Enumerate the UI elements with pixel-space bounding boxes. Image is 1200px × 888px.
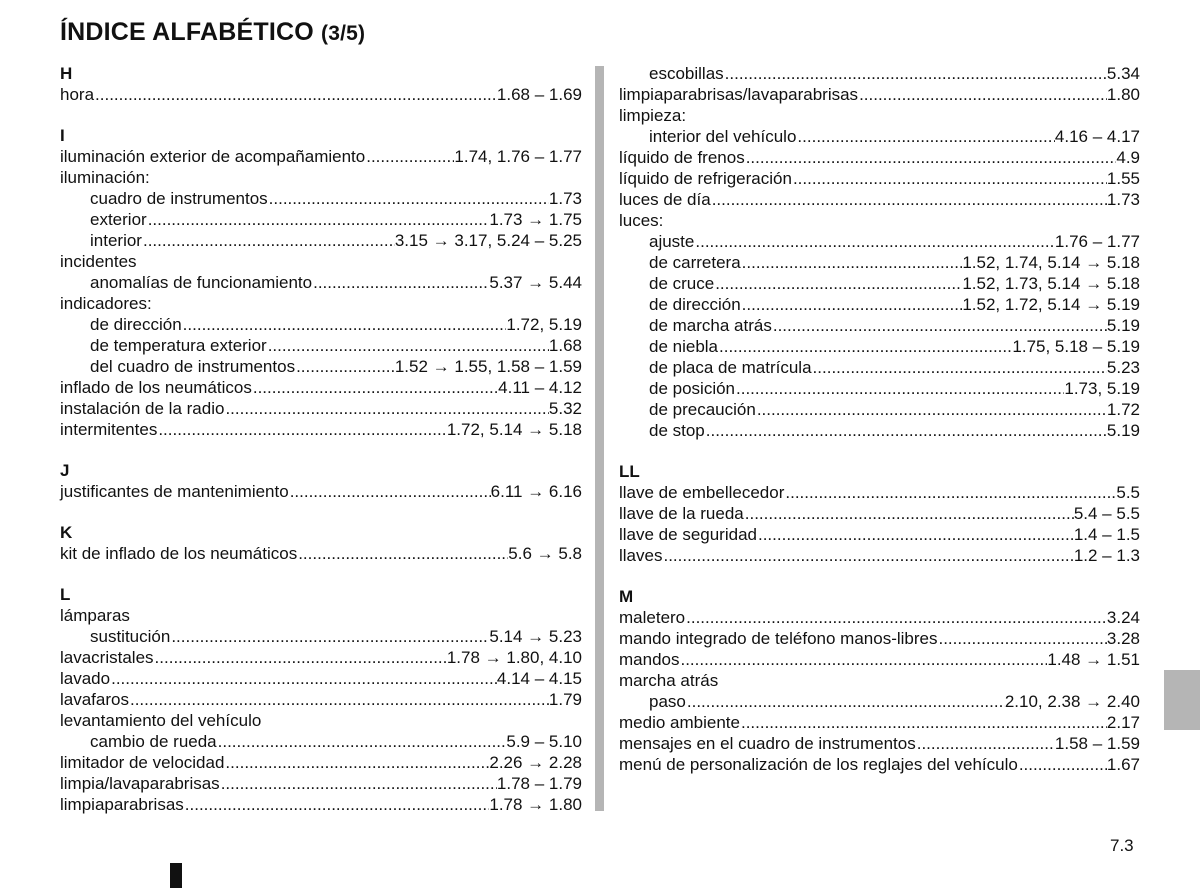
index-entry [60, 167, 582, 188]
entry-label: llave de la rueda [619, 504, 744, 523]
page-reference: 2.10, 2.38 → 2.40 [1004, 692, 1140, 711]
index-entry [619, 649, 1140, 670]
index-entry [60, 794, 582, 815]
dot-leader [858, 84, 1107, 105]
dot-leader [252, 377, 498, 398]
entry-label: luces de día [619, 190, 711, 209]
index-subentry [60, 335, 582, 356]
dot-leader [157, 419, 447, 440]
section-gap [60, 502, 582, 522]
page-reference: 1.73 [548, 189, 582, 208]
index-subentry [60, 188, 582, 209]
dot-leader [741, 252, 963, 273]
section-gap [60, 564, 582, 584]
index-entry [60, 84, 582, 105]
crop-mark [170, 863, 182, 888]
dot-leader [110, 668, 497, 689]
section-letter-heading: M [619, 587, 634, 606]
section-letter-heading: J [60, 461, 70, 480]
dot-leader [679, 649, 1047, 670]
page-reference: 1.75, 5.18 – 5.19 [1012, 337, 1140, 356]
entry-label: intermitentes [60, 420, 158, 439]
entry-label: limpiaparabrisas/lavaparabrisas [619, 85, 859, 104]
page-reference: 1.78 – 1.79 [496, 774, 582, 793]
page-reference: 1.52 → 1.55, 1.58 – 1.59 [394, 357, 582, 376]
column-divider [595, 66, 604, 811]
page-reference: 3.24 [1106, 608, 1140, 627]
index-subentry [619, 126, 1140, 147]
entry-label: líquido de frenos [619, 148, 745, 167]
dot-leader [365, 146, 454, 167]
index-subentry [60, 731, 582, 752]
dot-leader [295, 356, 395, 377]
index-entry [60, 543, 582, 564]
dot-leader [170, 626, 489, 647]
dot-leader [154, 647, 447, 668]
index-entry [60, 293, 582, 314]
page-reference: 1.4 – 1.5 [1073, 525, 1140, 544]
page-reference: 5.23 [1106, 358, 1140, 377]
entry-label: instalación de la radio [60, 399, 225, 418]
entry-label: de placa de matrícula [649, 358, 812, 377]
index-entry [619, 147, 1140, 168]
entry-label: llave de seguridad [619, 525, 757, 544]
page-reference: 1.73 → 1.75 [489, 210, 582, 229]
index-entry [619, 628, 1140, 649]
index-entry [619, 105, 1140, 126]
index-entry [619, 210, 1140, 231]
dot-leader [757, 524, 1074, 545]
entry-label: líquido de refrigeración [619, 169, 792, 188]
index-subentry [60, 626, 582, 647]
index-entry [619, 607, 1140, 628]
dot-leader [744, 503, 1074, 524]
dot-leader [937, 628, 1106, 649]
index-subentry [619, 252, 1140, 273]
entry-label: llaves [619, 546, 663, 565]
entry-label: cuadro de instrumentos [90, 189, 268, 208]
dot-leader [224, 398, 548, 419]
dot-leader [772, 315, 1107, 336]
entry-label: hora [60, 85, 95, 104]
entry-label: anomalías de funcionamiento [90, 273, 313, 292]
index-entry [619, 712, 1140, 733]
entry-label: menú de personalización de los reglajes del vehículo [619, 755, 1018, 774]
page-reference: 1.79 [548, 690, 582, 709]
page-reference: 2.26 → 2.28 [489, 753, 582, 772]
index-subentry [60, 314, 582, 335]
entry-label: medio ambiente [619, 713, 740, 732]
page-reference: 1.72, 5.14 → 5.18 [446, 420, 582, 439]
page-reference: 1.78 → 1.80 [489, 795, 582, 814]
index-entry [60, 668, 582, 689]
page-number: 7.3 [1110, 836, 1134, 855]
index-entry [619, 189, 1140, 210]
index-entry [60, 773, 582, 794]
page-reference: 1.72 [1106, 400, 1140, 419]
entry-label: cambio de rueda [90, 732, 217, 751]
entry-label: interior [90, 231, 142, 250]
dot-leader [182, 314, 507, 335]
entry-label: de marcha atrás [649, 316, 772, 335]
index-column-right [619, 63, 1140, 775]
dot-leader [1018, 754, 1107, 775]
page-reference: 1.55 [1106, 169, 1140, 188]
section-letter-heading: I [60, 126, 65, 145]
dot-leader [756, 399, 1107, 420]
entry-label: limpieza: [619, 106, 687, 125]
page-reference: 5.5 [1116, 483, 1140, 502]
dot-leader [916, 733, 1055, 754]
dot-leader [784, 482, 1116, 503]
index-entry [60, 419, 582, 440]
index-subentry [619, 378, 1140, 399]
index-subentry [619, 420, 1140, 441]
dot-leader [297, 543, 508, 564]
dot-leader [217, 731, 507, 752]
page-reference: 1.73 [1106, 190, 1140, 209]
page-reference: 1.52, 1.72, 5.14 → 5.19 [962, 295, 1140, 314]
index-entry [60, 752, 582, 773]
entry-label: mandos [619, 650, 680, 669]
dot-leader [694, 231, 1055, 252]
entry-label: justificantes de mantenimiento [60, 482, 289, 501]
section-letter-heading: L [60, 585, 71, 604]
index-entry [60, 251, 582, 272]
entry-label: exterior [90, 210, 147, 229]
page-reference: 5.34 [1106, 64, 1140, 83]
dot-leader [686, 691, 1005, 712]
entry-label: luces: [619, 211, 664, 230]
entry-label: de posición [649, 379, 736, 398]
entry-label: de dirección [649, 295, 741, 314]
section-gap [619, 441, 1140, 461]
page-reference: 1.68 – 1.69 [496, 85, 582, 104]
dot-leader [740, 712, 1107, 733]
dot-leader [289, 481, 491, 502]
dot-leader [741, 294, 963, 315]
dot-leader [724, 63, 1107, 84]
dot-leader [94, 84, 497, 105]
entry-label: paso [649, 692, 686, 711]
page-reference: 4.16 – 4.17 [1054, 127, 1140, 146]
entry-label: de carretera [649, 253, 741, 272]
index-entry [60, 146, 582, 167]
entry-label: levantamiento del vehículo [60, 711, 262, 730]
entry-label: indicadores: [60, 294, 152, 313]
index-entry [619, 670, 1140, 691]
chapter-tab [1164, 670, 1200, 730]
index-entry [619, 733, 1140, 754]
entry-label: lavacristales [60, 648, 154, 667]
entry-label: limpia/lavaparabrisas [60, 774, 220, 793]
index-entry [60, 605, 582, 626]
index-entry [60, 710, 582, 731]
entry-label: limpiaparabrisas [60, 795, 184, 814]
index-entry [619, 84, 1140, 105]
section-letter-heading: H [60, 64, 73, 83]
page-reference: 1.52, 1.74, 5.14 → 5.18 [962, 253, 1140, 272]
index-subentry [619, 231, 1140, 252]
page-reference: 2.17 [1106, 713, 1140, 732]
page-reference: 1.80 [1106, 85, 1140, 104]
page-reference: 1.68 [548, 336, 582, 355]
entry-label: kit de inflado de los neumáticos [60, 544, 298, 563]
dot-leader [268, 188, 549, 209]
entry-label: mando integrado de teléfono manos-libres [619, 629, 938, 648]
page-reference: 1.76 – 1.77 [1054, 232, 1140, 251]
index-entry [619, 524, 1140, 545]
page-reference: 6.11 → 6.16 [490, 482, 582, 501]
entry-label: iluminación: [60, 168, 150, 187]
index-subentry [619, 336, 1140, 357]
entry-label: interior del vehículo [649, 127, 797, 146]
page-reference: 1.67 [1106, 755, 1140, 774]
dot-leader [129, 689, 549, 710]
page-reference: 1.52, 1.73, 5.14 → 5.18 [962, 274, 1140, 293]
entry-label: iluminación exterior de acompañamiento [60, 147, 366, 166]
index-subentry [619, 294, 1140, 315]
index-entry [619, 754, 1140, 775]
page-reference: 1.78 → 1.80, 4.10 [446, 648, 582, 667]
dot-leader [796, 126, 1055, 147]
index-subentry [60, 356, 582, 377]
page-reference: 1.58 – 1.59 [1054, 734, 1140, 753]
section-gap [60, 105, 582, 125]
page-reference: 3.28 [1106, 629, 1140, 648]
index-entry [60, 398, 582, 419]
index-subentry [619, 357, 1140, 378]
dot-leader [662, 545, 1073, 566]
entry-label: del cuadro de instrumentos [90, 357, 296, 376]
page-reference: 4.9 [1116, 148, 1140, 167]
entry-label: sustitución [90, 627, 171, 646]
entry-label: lavafaros [60, 690, 129, 709]
index-subentry [619, 315, 1140, 336]
page-reference: 5.19 [1106, 421, 1140, 440]
dot-leader [267, 335, 549, 356]
page-reference: 4.11 – 4.12 [498, 378, 582, 397]
entry-label: incidentes [60, 252, 137, 271]
page-reference: 5.14 → 5.23 [489, 627, 582, 646]
dot-leader [735, 378, 1064, 399]
index-subentry [619, 63, 1140, 84]
entry-label: de precaución [649, 400, 756, 419]
entry-label: de dirección [90, 315, 182, 334]
index-entry [619, 545, 1140, 566]
section-gap [60, 440, 582, 460]
dot-leader [147, 209, 490, 230]
dot-leader [142, 230, 395, 251]
entry-label: de temperatura exterior [90, 336, 267, 355]
entry-label: marcha atrás [619, 671, 719, 690]
page-reference: 5.32 [548, 399, 582, 418]
entry-label: de stop [649, 421, 705, 440]
entry-label: maletero [619, 608, 686, 627]
dot-leader [714, 273, 962, 294]
page-reference: 5.4 – 5.5 [1073, 504, 1140, 523]
page-reference: 1.72, 5.19 [506, 315, 582, 334]
dot-leader [224, 752, 489, 773]
entry-label: de niebla [649, 337, 719, 356]
dot-leader [685, 607, 1107, 628]
index-subentry [619, 691, 1140, 712]
title-main: ÍNDICE ALFABÉTICO [60, 18, 314, 46]
page-reference: 5.19 [1106, 316, 1140, 335]
index-entry [619, 168, 1140, 189]
dot-leader [220, 773, 497, 794]
page-reference: 3.15 → 3.17, 5.24 – 5.25 [394, 231, 582, 250]
dot-leader [184, 794, 490, 815]
dot-leader [745, 147, 1117, 168]
entry-label: lámparas [60, 606, 130, 625]
entry-label: llave de embellecedor [619, 483, 785, 502]
index-entry [60, 377, 582, 398]
dot-leader [705, 420, 1107, 441]
page-reference: 1.2 – 1.3 [1073, 546, 1140, 565]
index-subentry [60, 272, 582, 293]
index-subentry [60, 209, 582, 230]
index-entry [60, 689, 582, 710]
page-reference: 5.9 – 5.10 [506, 732, 582, 751]
page-title [60, 18, 365, 47]
index-subentry [60, 230, 582, 251]
page-reference: 1.48 → 1.51 [1047, 650, 1140, 669]
entry-label: ajuste [649, 232, 695, 251]
dot-leader [718, 336, 1012, 357]
index-entry [60, 481, 582, 502]
section-letter-heading: LL [619, 462, 640, 481]
index-column-left [60, 63, 582, 815]
index-subentry [619, 273, 1140, 294]
dot-leader [711, 189, 1107, 210]
entry-label: limitador de velocidad [60, 753, 225, 772]
index-subentry [619, 399, 1140, 420]
page-reference: 5.6 → 5.8 [508, 544, 582, 563]
section-gap [619, 566, 1140, 586]
index-entry [619, 482, 1140, 503]
dot-leader [312, 272, 489, 293]
entry-label: lavado [60, 669, 111, 688]
entry-label: de cruce [649, 274, 715, 293]
index-entry [60, 647, 582, 668]
title-part: (3/5) [321, 22, 366, 45]
entry-label: inflado de los neumáticos [60, 378, 252, 397]
entry-label: escobillas [649, 64, 724, 83]
dot-leader [812, 357, 1107, 378]
page-reference: 1.73, 5.19 [1064, 379, 1140, 398]
index-entry [619, 503, 1140, 524]
section-letter-heading: K [60, 523, 73, 542]
page-reference: 4.14 – 4.15 [496, 669, 582, 688]
page-reference: 5.37 → 5.44 [489, 273, 582, 292]
entry-label: mensajes en el cuadro de instrumentos [619, 734, 916, 753]
dot-leader [792, 168, 1107, 189]
page-reference: 1.74, 1.76 – 1.77 [454, 147, 582, 166]
